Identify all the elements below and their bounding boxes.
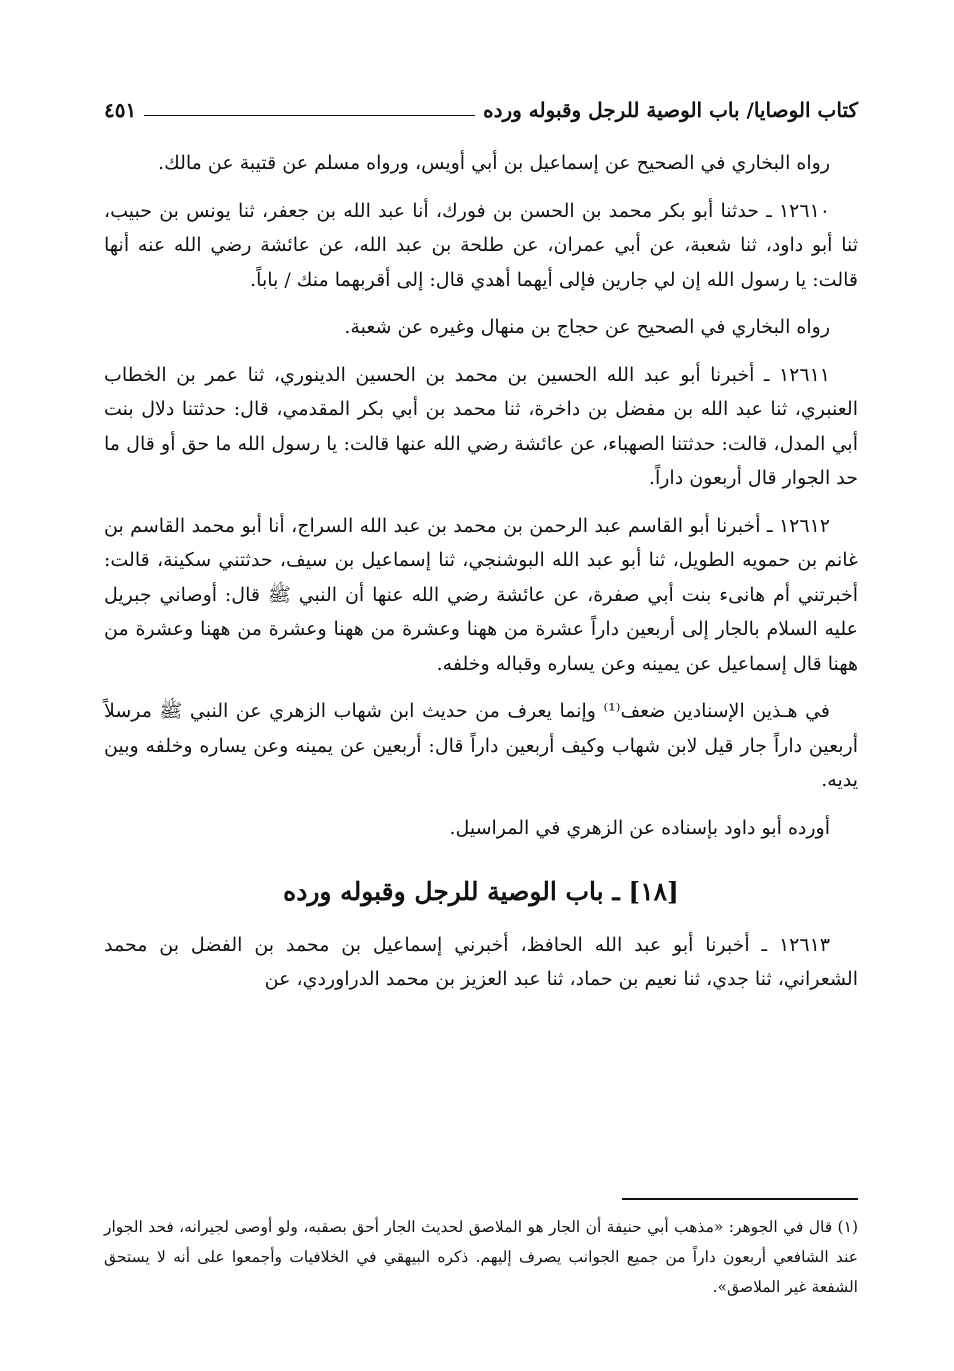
header-rule xyxy=(144,115,475,116)
paragraph: ١٢٦١٠ ـ حدثنا أبو بكر محمد بن الحسن بن فورك، أنا عبد الله بن جعفر، ثنا يونس بن حبيب، ثنا أبو داود، ثنا شعبة، عن أبي عمران، عن طلحة بن عبد الله، عن عائشة رضي الله عنه أنها قالت: يا رسول الله إن لي جارين فإلى أيهما أهدي قال: إلى أقربهما منك / باباً. xyxy=(104,199,858,291)
running-header xyxy=(104,92,858,122)
paragraph: رواه البخاري في الصحيح عن حجاج بن منهال وغيره عن شعبة. xyxy=(344,316,830,338)
page-number: ٤٥١ xyxy=(104,98,137,122)
chapter-heading: [١٨] ـ باب الوصية للرجل وقبوله ورده xyxy=(283,877,679,906)
paragraph: ١٢٦١٢ ـ أخبرنا أبو القاسم عبد الرحمن بن محمد بن عبد الله السراج، أنا أبو محمد القاسم بن غانم بن حمويه الطويل، ثنا أبو عبد الله البوشنجي، ثنا إسماعيل بن سيف، حدثتني سكينة، قالت: أخبرتني أم هانىء بنت أبي صفرة، عن عائشة رضي الله عنها أن النبي ﷺ قال: أوصاني جبريل عليه السلام بالجار إلى أربعين داراً عشرة من ههنا وعشرة من ههنا وعشرة من ههنا وعشرة من ههنا قال إسماعيل عن يمينه وعن يساره وقباله وخلفه. xyxy=(104,514,858,675)
footnote: (١) قال في الجوهر: «مذهب أبي حنيفة أن الجار هو الملاصق لحديث الجار أحق بصقبه، ولو أوصى لجيرانه، فحد الجوار عند الشافعي أربعون داراً من جميع الجوانب يصرف إليهم. ذكره البيهقي في الخلافيات وأجمعوا على أنه لا يستحق الشفعة غير الملاصق». xyxy=(104,1218,858,1296)
header-title: كتاب الوصايا/ باب الوصية للرجل وقبوله ورده xyxy=(483,98,858,122)
main-text xyxy=(104,146,858,1010)
paragraph: أورده أبو داود بإسناده عن الزهري في المراسيل. xyxy=(449,816,830,839)
paragraph: ١٢٦١١ ـ أخبرنا أبو عبد الله الحسين بن محمد بن الحسين الدينوري، ثنا عمر بن الخطاب العنبري، ثنا عبد الله بن مفضل بن داخرة، ثنا محمد بن أبي بكر المقدمي، قال: حدثتنا دلال بنت أبي المدل، قالت: حدثتنا الصهباء، عن عائشة رضي الله عنها قالت: يا رسول الله ما حق أو قال ما حد الجوار قال أربعون داراً. xyxy=(104,363,858,489)
paragraph: ١٢٦١٣ ـ أخبرنا أبو عبد الله الحافظ، أخبرني إسماعيل بن محمد بن الفضل بن محمد الشعراني، ثنا جدي، ثنا نعيم بن حماد، ثنا عبد العزيز بن محمد الدراوردي، عن xyxy=(104,933,858,990)
paragraph: في هـذين الإسنادين ضعف⁽¹⁾ وإنما يعرف من حديث ابن شهاب الزهري عن النبي ﷺ مرسلاً أربعين داراً جار قيل لابن شهاب وكيف أربعين داراً قال: أربعين عن يمينه وعن يساره وخلفه وبين يديه. xyxy=(104,700,858,791)
paragraph: رواه البخاري في الصحيح عن إسماعيل بن أبي أويس، ورواه مسلم عن قتيبة عن مالك. xyxy=(158,152,830,174)
footnote-rule xyxy=(622,1198,858,1200)
footnotes xyxy=(104,1212,858,1302)
